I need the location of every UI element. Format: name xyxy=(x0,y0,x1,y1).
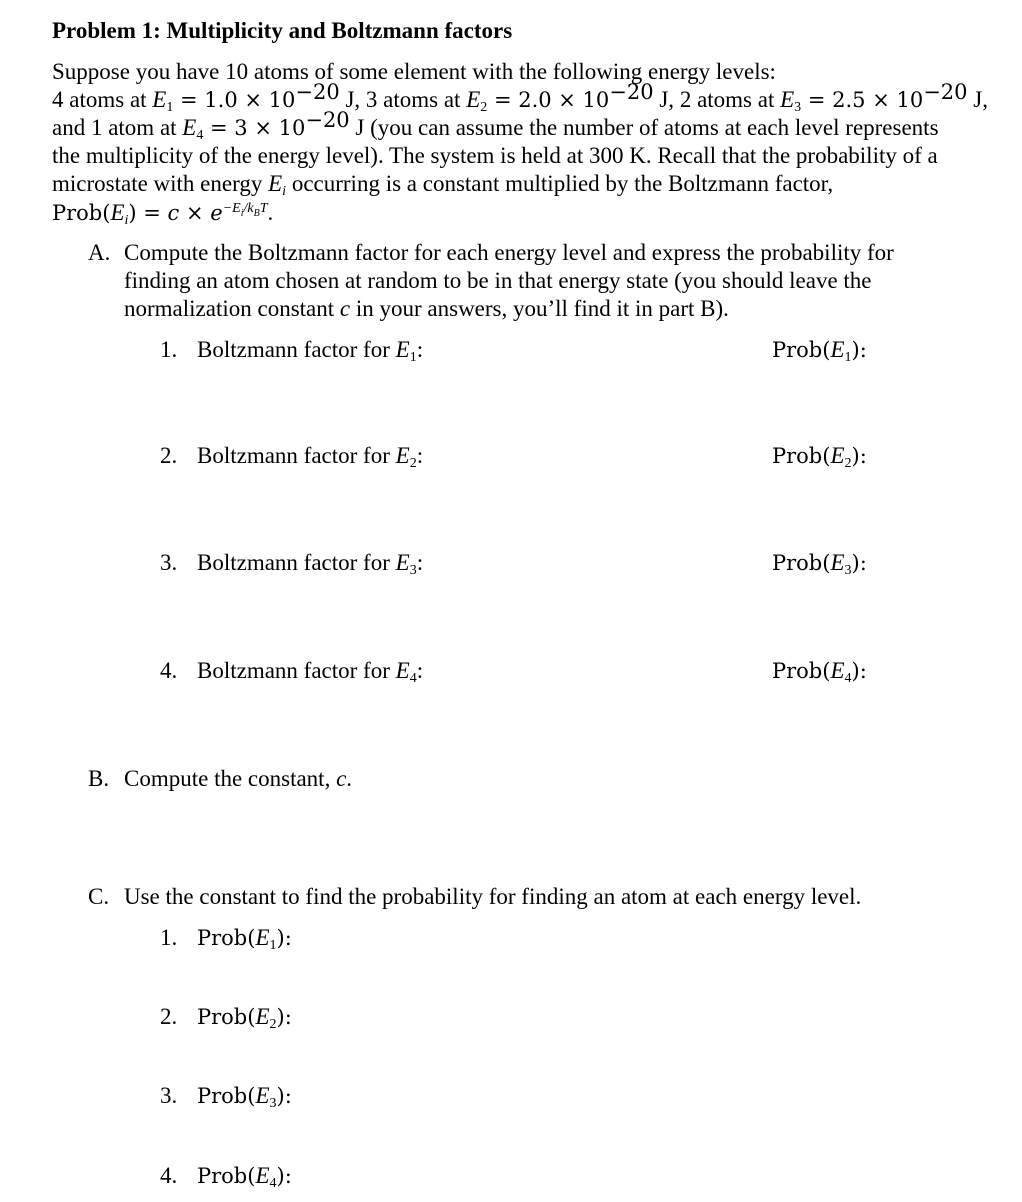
part-b: B. Compute the constant, c. xyxy=(88,766,353,791)
part-a-item-1: 1. Boltzmann factor for $E_1$: xyxy=(160,337,424,365)
intro-line-3: and 1 atom at $E_4 = 3 \times 10^{-20}$ J (you can assume the number of atoms at each level represents xyxy=(52,108,939,143)
intro-line-2: 4 atoms at $E_1 = 1.0 \times 10^{-20}$ J, 3 atoms at $E_2 = 2.0 \times 10^{-20}$ J, 2 atoms at $E_3 = 2.5 \times 10^{-20}$ J, xyxy=(52,80,988,115)
part-c: C. Use the constant to find the probability for finding an atom at each energy level. xyxy=(88,884,862,909)
intro-line-5: microstate with energy $E_i$ occurring is a constant multiplied by the Boltzmann factor, xyxy=(52,171,834,199)
part-a-prob-1: $Prob(E_1)$: xyxy=(772,337,867,365)
intro-line-4: the multiplicity of the energy level). The system is held at 300 K. Recall that the probability of a xyxy=(52,143,938,168)
part-a-item-2: 2. Boltzmann factor for $E_2$: xyxy=(160,443,424,471)
part-c-item-4: 4. $Prob(E_4)$: xyxy=(160,1163,292,1191)
intro-line-6-formula: $Prob(E_i) = c \times e^{-E_i/k_BT}$. xyxy=(52,200,274,228)
part-a-prob-2: $Prob(E_2)$: xyxy=(772,443,867,471)
part-a-item-4: 4. Boltzmann factor for $E_4$: xyxy=(160,658,424,686)
part-a-line-1: A. Compute the Boltzmann factor for each energy level and express the probability for xyxy=(88,240,894,265)
part-a-line-2: finding an atom chosen at random to be in that energy state (you should leave the xyxy=(124,268,872,293)
problem-title: Problem 1: Multiplicity and Boltzmann factors xyxy=(52,18,513,43)
part-c-item-3: 3. $Prob(E_3)$: xyxy=(160,1083,292,1111)
part-c-item-1: 1. $Prob(E_1)$: xyxy=(160,925,292,953)
part-a-prob-4: $Prob(E_4)$: xyxy=(772,658,867,686)
part-a-line-3: normalization constant c in your answers, you’ll find it in part B). xyxy=(124,296,729,321)
part-c-item-2: 2. $Prob(E_2)$: xyxy=(160,1004,292,1032)
part-a-item-3: 3. Boltzmann factor for $E_3$: xyxy=(160,550,424,578)
part-a-prob-3: $Prob(E_3)$: xyxy=(772,550,867,578)
intro-line-1: Suppose you have 10 atoms of some element with the following energy levels: xyxy=(52,59,776,84)
